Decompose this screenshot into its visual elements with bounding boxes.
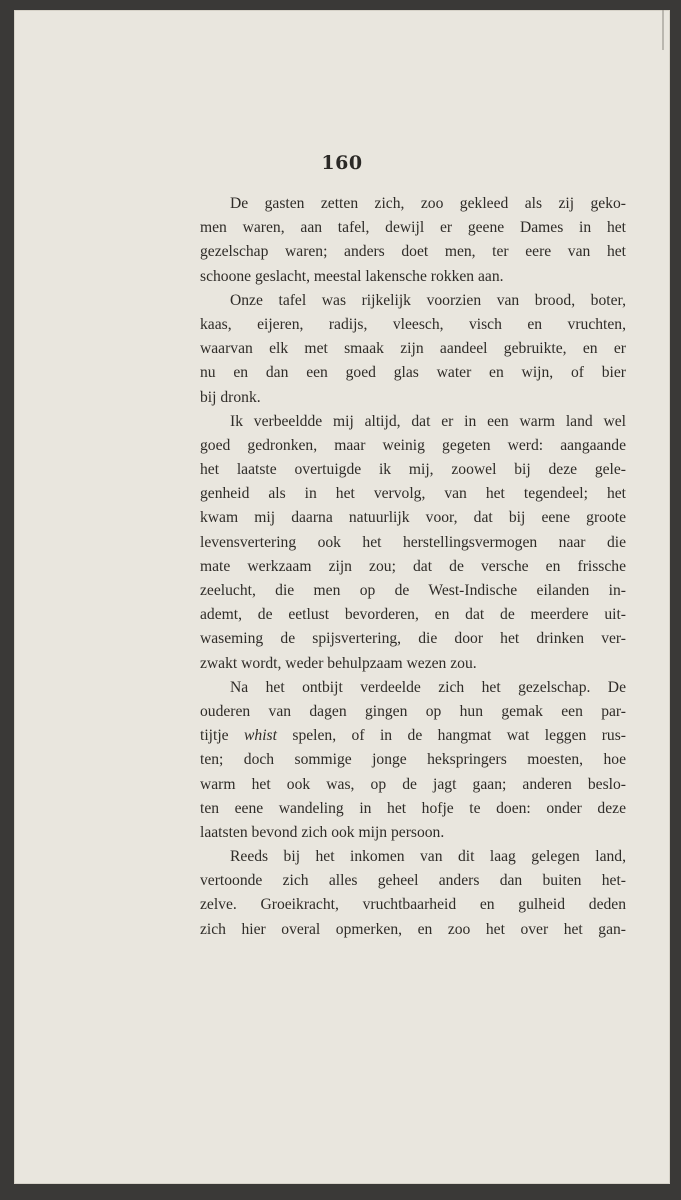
text-line: kaas, eijeren, radijs, vleesch, visch en vruchten,	[200, 315, 626, 333]
page-number: 160	[321, 152, 363, 174]
text-line: vertoonde zich alles geheel anders dan buiten het-	[200, 872, 626, 890]
text-line: men waren, aan tafel, dewijl er geene Dames in het	[200, 219, 626, 237]
text-line: Ik verbeeldde mij altijd, dat er in een warm land wel	[230, 412, 626, 430]
text-line: Na het ontbijt verdeelde zich het gezelschap. De	[230, 678, 626, 696]
text-line: ouderen van dagen gingen op hun gemak een par-	[200, 702, 626, 720]
text-line: warm het ook was, op de jagt gaan; anderen beslo-	[200, 775, 626, 793]
text-line: zelve. Groeikracht, vruchtbaarheid en gulheid deden	[200, 896, 626, 914]
text-line: zeelucht, die men op de West-Indische eilanden in-	[200, 582, 626, 599]
text-line: ten; doch sommige jonge hekspringers moesten, hoe	[200, 751, 626, 769]
page-edge-mark	[662, 10, 664, 50]
italic-word: whist	[244, 727, 277, 745]
text-line: levensvertering ook het herstellingsvermogen naar die	[200, 533, 626, 551]
text-line: genheid als in het vervolg, van het tegendeel; het	[200, 485, 626, 503]
text-line: nu en dan een goed glas water en wijn, of bier	[200, 364, 626, 382]
text-line: waarvan elk met smaak zijn aandeel gebruikte, en er	[200, 340, 626, 358]
text-line: gezelschap waren; anders doet men, ter eere van het	[200, 243, 626, 261]
text-line: bij dronk.	[200, 388, 261, 406]
text-line: mate werkzaam zijn zou; dat de versche en frissche	[200, 557, 626, 575]
text-line: ten eene wandeling in het hofje te doen: onder deze	[200, 799, 626, 817]
text-line: zich hier overal opmerken, en zoo het over het gan-	[200, 920, 626, 938]
body-text	[200, 192, 626, 942]
text-line: Reeds bij het inkomen van dit laag gelegen land,	[230, 848, 626, 866]
text-line: kwam mij daarna natuurlijk voor, dat bij eene groote	[200, 509, 626, 527]
text-line: ademt, de eetlust bevorderen, en dat de meerdere uit-	[200, 606, 626, 624]
text-line: De gasten zetten zich, zoo gekleed als zij geko-	[230, 195, 626, 212]
text-line: laatsten bevond zich ook mijn persoon.	[200, 823, 445, 841]
text-line: Onze tafel was rijkelijk voorzien van brood, boter,	[230, 291, 626, 309]
text-line: het laatste overtuigde ik mij, zoowel bij deze gele-	[200, 461, 626, 479]
text-line: tijtje whist spelen, of in de hangmat wat leggen rus-	[200, 727, 626, 745]
text-line: goed gedronken, maar weinig gegeten werd: aangaande	[200, 436, 626, 454]
text-line: zwakt wordt, weder behulpzaam wezen zou.	[200, 654, 477, 672]
text-line: waseming de spijsvertering, die door het drinken ver-	[200, 630, 626, 648]
text-line: schoone geslacht, meestal lakensche rokken aan.	[200, 267, 504, 285]
book-page	[14, 10, 670, 1184]
